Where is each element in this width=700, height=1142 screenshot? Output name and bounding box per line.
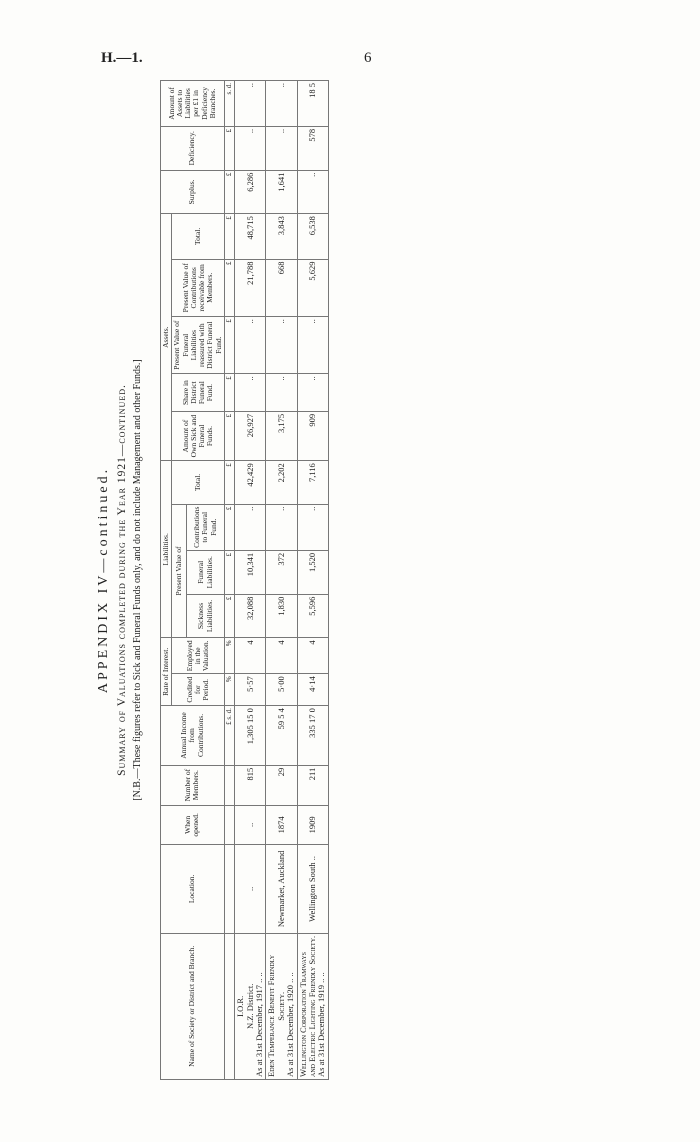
when-opened: 1874: [266, 805, 297, 845]
funeral-liab: 10,341: [235, 550, 266, 594]
units-row: [224, 81, 235, 1080]
col-liab-total: Total.: [172, 461, 225, 504]
page-header-left: H.—1.: [101, 50, 143, 66]
table-row: [297, 81, 328, 1080]
summary-title: Summary of Valuations completed during the Year 1921—continued.: [116, 384, 128, 776]
society-name: I.O.R.: [235, 995, 246, 1017]
sickness: 32,088: [235, 594, 266, 638]
unit-percent: %: [224, 674, 235, 706]
share-district: ..: [266, 374, 297, 412]
employed: 4: [266, 638, 297, 674]
members: 815: [235, 765, 266, 805]
location: Wellington South ..: [297, 845, 328, 933]
amount-deficient: ..: [235, 81, 266, 127]
assets-total: 6,538: [297, 214, 328, 259]
amount-deficient: ..: [266, 81, 297, 127]
employed: 4: [235, 638, 266, 674]
deficiency: ..: [266, 126, 297, 170]
credited: 5·00: [266, 674, 297, 706]
location: ..: [235, 845, 266, 933]
col-amount-deficient: Amount of Assets to Liabilities per £1 in Deficiency Branches.: [161, 81, 225, 127]
unit-pound: £: [224, 594, 235, 638]
col-surplus: Surplus.: [161, 170, 225, 213]
society-name: Wellington Corporation Tramways: [297, 952, 308, 1077]
col-location: Location.: [161, 845, 225, 933]
when-opened: ..: [235, 805, 266, 845]
table-row: [266, 81, 297, 1080]
col-funeral-liab: Funeral Liabilities.: [187, 550, 224, 594]
unit-lsd: £ s. d.: [224, 706, 235, 766]
amount-deficient: 18 5: [297, 81, 328, 127]
unit-pound: £: [224, 126, 235, 170]
share-district: ..: [235, 374, 266, 412]
funeral-liab: 1,520: [297, 550, 328, 594]
unit-pound: £: [224, 259, 235, 317]
funeral-liab: 372: [266, 550, 297, 594]
own-funds: 909: [297, 411, 328, 460]
col-rate-of-interest: Rate of Interest.: [161, 638, 172, 706]
contrib-funeral: ..: [235, 504, 266, 550]
col-employed: Employed in the Valuation.: [172, 638, 225, 674]
location: Newmarket, Auckland: [266, 845, 297, 933]
credited: 5·57: [235, 674, 266, 706]
col-name: Name of Society or District and Branch.: [161, 933, 225, 1079]
col-pv-funeral-reassured: Present Value of Funeral Liabilities reassured with District Funeral Fund.: [172, 317, 225, 374]
unit-pound: £: [224, 214, 235, 259]
sickness: 1,830: [266, 594, 297, 638]
pv-contrib-members: 668: [266, 259, 297, 317]
col-present-value-of: Present Value of: [172, 504, 187, 638]
own-funds: 26,927: [235, 411, 266, 460]
pv-funeral-reassured: ..: [297, 317, 328, 374]
col-annual-income: Annual Income from Contributions.: [161, 706, 225, 766]
pv-contrib-members: 5,629: [297, 259, 328, 317]
annual-income: 59 5 4: [266, 706, 297, 766]
assets-total: 48,715: [235, 214, 266, 259]
members: 211: [297, 765, 328, 805]
employed: 4: [297, 638, 328, 674]
unit-pound: £: [224, 170, 235, 213]
contrib-funeral: ..: [266, 504, 297, 550]
share-district: ..: [297, 374, 328, 412]
col-assets: Assets.: [161, 214, 172, 461]
unit-percent: %: [224, 638, 235, 674]
surplus: 1,641: [266, 170, 297, 213]
valuation-date: As at 31st December, 1919 .. ..: [316, 972, 327, 1077]
col-contrib-funeral: Contributions to Funeral Fund.: [187, 504, 224, 550]
sickness: 5,596: [297, 594, 328, 638]
unit-pound: £: [224, 317, 235, 374]
members: 29: [266, 765, 297, 805]
unit-pound: £: [224, 411, 235, 460]
surplus: 6,286: [235, 170, 266, 213]
valuation-date: As at 31st December, 1920 .. ..: [285, 972, 296, 1077]
liab-total: 7,116: [297, 461, 328, 504]
col-own-funds: Amount of Own Sick and Funeral Funds.: [172, 411, 225, 460]
surplus: ..: [297, 170, 328, 213]
col-share-district: Share in District Funeral Fund.: [172, 374, 225, 412]
col-assets-total: Total.: [172, 214, 225, 259]
col-liabilities: Liabilities.: [161, 461, 172, 638]
pv-contrib-members: 21,788: [235, 259, 266, 317]
liab-total: 42,429: [235, 461, 266, 504]
col-pv-contrib-members: Present Value of Contributions receivable from Members.: [172, 259, 225, 317]
own-funds: 3,175: [266, 411, 297, 460]
when-opened: 1909: [297, 805, 328, 845]
rotated-table-sheet: [90, 80, 440, 1080]
unit-pound: £: [224, 504, 235, 550]
deficiency: ..: [235, 126, 266, 170]
appendix-title: APPENDIX IV—continued.: [96, 466, 111, 694]
society-subname: N.Z. District.: [244, 983, 255, 1029]
table-row: [235, 81, 266, 1080]
col-sickness: Sickness Liabilities.: [187, 594, 224, 638]
pv-funeral-reassured: ..: [266, 317, 297, 374]
valuations-table: [160, 80, 329, 1080]
society-name: Eden Temperance Benefit Friendly: [266, 954, 277, 1077]
annual-income: 335 17 0: [297, 706, 328, 766]
unit-pound: £: [224, 550, 235, 594]
credited: 4·14: [297, 674, 328, 706]
contrib-funeral: ..: [297, 504, 328, 550]
valuation-date: As at 31st December, 1917 .. ..: [254, 972, 265, 1077]
col-credited: Credited for Period.: [172, 674, 225, 706]
col-when-opened: When opened.: [161, 805, 225, 845]
unit-pound: £: [224, 374, 235, 412]
col-members: Number of Members.: [161, 765, 225, 805]
deficiency: 578: [297, 126, 328, 170]
unit-pound: £: [224, 461, 235, 504]
note-text: [N.B.—These figures refer to Sick and Funeral Funds only, and do not include Management and other Funds.]: [132, 359, 143, 801]
col-deficiency: Deficiency.: [161, 126, 225, 170]
annual-income: 1,305 15 0: [235, 706, 266, 766]
pv-funeral-reassured: ..: [235, 317, 266, 374]
assets-total: 3,843: [266, 214, 297, 259]
liab-total: 2,202: [266, 461, 297, 504]
unit-sd: s. d.: [224, 81, 235, 127]
page-number: 6: [364, 50, 372, 66]
society-subname: and Electric Lighting Friendly Society.: [306, 935, 317, 1077]
society-subname: Society.: [275, 991, 286, 1021]
